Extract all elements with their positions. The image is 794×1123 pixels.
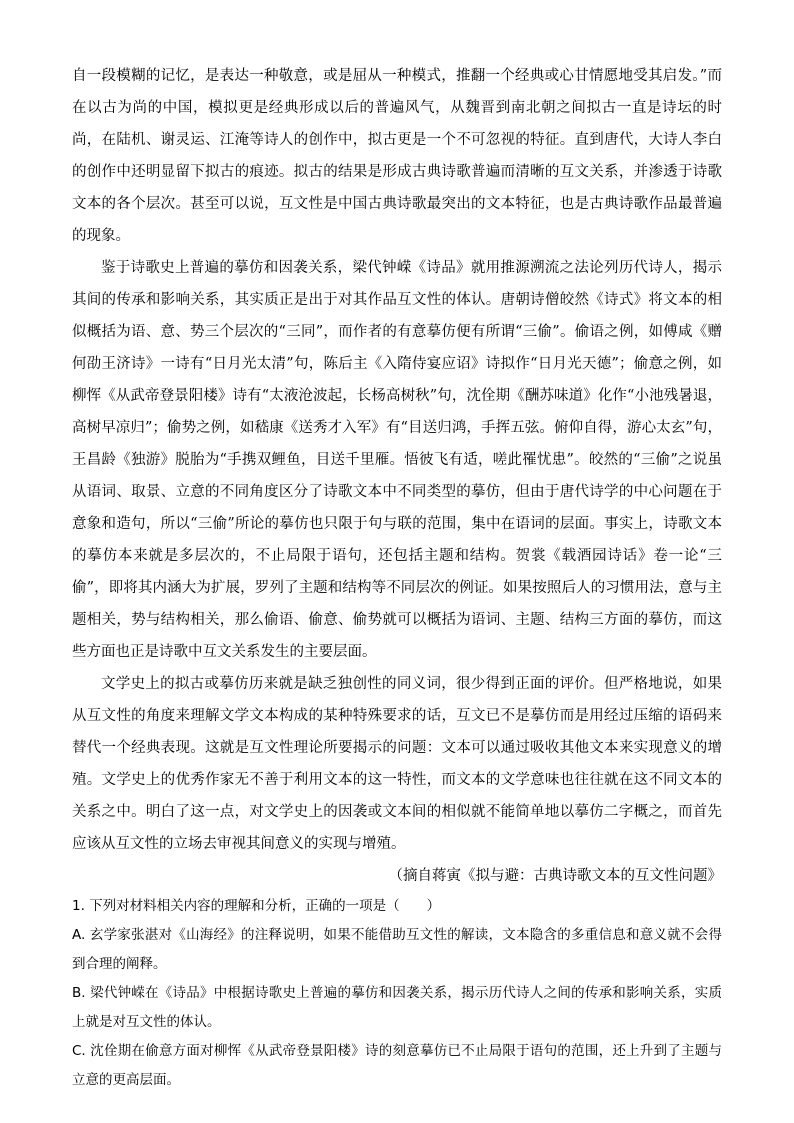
- document-page: [72, 60, 722, 1095]
- passage-source: （摘自蒋寅《拟与避：古典诗歌文本的互文性问题》: [388, 868, 722, 884]
- question-1: [72, 892, 722, 1095]
- question-stem: 1. 下列对材料相关内容的理解和分析，正确的一项是（ ）: [72, 898, 441, 914]
- option-c: C. 沈佺期在偷意方面对柳恽《从武帝登景阳楼》诗的刻意摹仿已不止局限于语句的范围，还上升到了主题与立意的更高层面。: [72, 1043, 722, 1088]
- passage-paragraph-2: 鉴于诗歌史上普遍的摹仿和因袭关系，梁代钟嵘《诗品》就用推源溯流之法论列历代诗人，揭示其间的传承和影响关系，其实质正是出于对其作品互文性的体认。唐朝诗僧皎然《诗式》将文本的相似概括为语、意、势三个层次的“三同”，而作者的有意摹仿便有所谓“三偷”。偷语之例，如傅咸《赠何劭王济诗》一诗有“日月光太清”句，陈后主《入隋侍宴应诏》诗拟作“日月光天德”；偷意之例，如柳恽《从武帝登景阳楼》诗有“太液沧波起，长杨高树秋”句，沈佺期《酬苏味道》化作“小池残暑退，高树早凉归”；偷势之例，如嵇康《送秀才入军》有“目送归鸿，手挥五弦。俯仰自得，游心太玄”句，王昌龄《独游》脱胎为“手携双鲤鱼，目送千里雁。悟彼飞有适，嗟此罹忧患”。皎然的“三偷”之说虽从语词、取景、立意的不同角度区分了诗歌文本中不同类型的摹仿，但由于唐代诗学的中心问题在于意象和造句，所以“三偷”所论的摹仿也只限于句与联的范围，集中在语词的层面。事实上，诗歌文本的摹仿本来就是多层次的，不止局限于语句，还包括主题和结构。贺裳《载酒园诗话》卷一论“三偷”，即将其内涵大为扩展，罗列了主题和结构等不同层次的例证。如果按照后人的习惯用法，意与主题相关，势与结构相关，那么偷语、偷意、偷势就可以概括为语词、主题、结构三方面的摹仿，而这些方面也正是诗歌中互文关系发生的主要层面。: [72, 260, 722, 660]
- option-a: A. 玄学家张湛对《山海经》的注释说明，如果不能借助互文性的解读，文本隐含的多重信息和意义就不会得到合理的阐释。: [72, 927, 722, 972]
- passage-paragraph-1: 自一段模糊的记忆，是表达一种敬意，或是屈从一种模式，推翻一个经典或心甘情愿地受其启发。”而在以古为尚的中国，模拟更是经典形成以后的普遍风气，从魏晋到南北朝之间拟古一直是诗坛的时尚，在陆机、谢灵运、江淹等诗人的创作中，拟古更是一个不可忽视的特征。直到唐代，大诗人李白的创作中还明显留下拟古的痕迹。拟古的结果是形成古典诗歌普遍而清晰的互文关系，并渗透于诗歌文本的各个层次。甚至可以说，互文性是中国古典诗歌最突出的文本特征，也是古典诗歌作品最普遍的现象。: [72, 68, 722, 244]
- passage-paragraph-3: 文学史上的拟古或摹仿历来就是缺乏独创性的同义词，很少得到正面的评价。但严格地说，如果从互文性的角度来理解文学文本构成的某种特殊要求的话，互文已不是摹仿而是用经过压缩的语码来替代一个经典表现。这就是互文性理论所要揭示的问题：文本可以通过吸收其他文本来实现意义的增殖。文学史上的优秀作家无不善于利用文本的这一特性，而文本的文学意味也往往就在这不同文本的关系之中。明白了这一点，对文学史上的因袭或文本间的相似就不能简单地以摹仿二字概之，而首先应该从互文性的立场去审视其间意义的实现与增殖。: [72, 676, 722, 852]
- option-b: B. 梁代钟嵘在《诗品》中根据诗歌史上普遍的摹仿和因袭关系，揭示历代诗人之间的传承和影响关系，实质上就是对互文性的体认。: [72, 985, 722, 1030]
